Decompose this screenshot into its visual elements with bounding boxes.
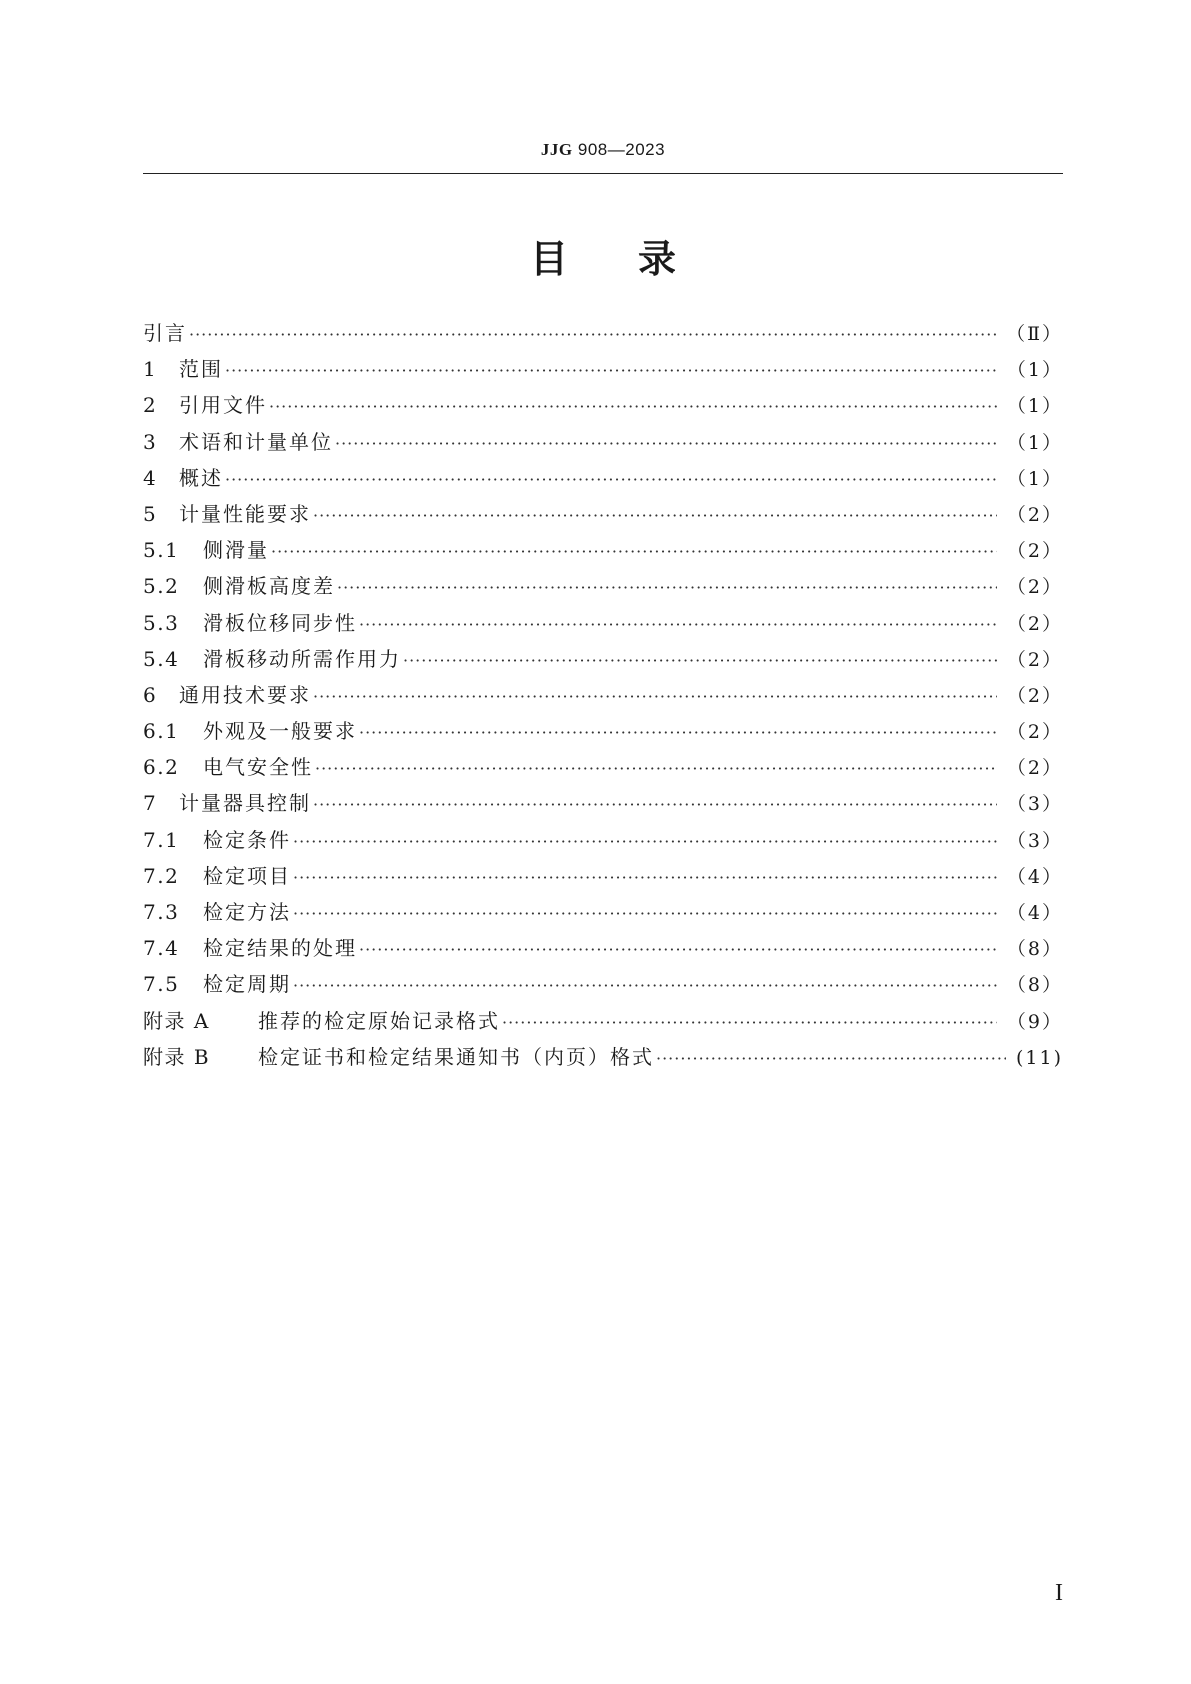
toc-entry[interactable] [143,641,1063,677]
toc-entry[interactable] [143,677,1063,713]
toc-entry-title: 侧滑量 [203,538,269,563]
toc-entry[interactable] [143,858,1063,894]
toc-entry-page: （2） [1006,757,1063,780]
toc-entry-number: 5.2 [143,574,180,599]
toc-entry-page: （2） [1006,540,1063,563]
toc-entry-number: 5.3 [143,610,180,635]
toc-entry[interactable] [143,1039,1063,1075]
toc-entry-title: 滑板移动所需作用力 [203,646,401,671]
toc-entry-title: 推荐的检定原始记录格式 [258,1008,500,1033]
toc-entry[interactable] [143,496,1063,532]
toc-entry[interactable] [143,568,1063,604]
toc-entry-number: 附录 A [143,1008,210,1033]
toc-entry-number: 5 [143,501,158,526]
toc-entry-page: （1） [1006,467,1063,490]
standard-code: JJG [540,140,573,159]
toc-entry-page: （2） [1006,684,1063,707]
toc-entry-title: 概述 [179,465,223,490]
dot-leader [271,534,997,570]
toc-entry-number: 7.3 [143,900,180,924]
toc-entry-title: 电气安全性 [203,755,313,780]
toc-entry-title: 计量性能要求 [179,501,311,526]
toc-entry-number: 6.2 [143,755,180,780]
toc-entry[interactable] [143,966,1063,1002]
toc-entry[interactable] [143,713,1063,749]
dot-leader [403,643,997,679]
dot-leader [225,462,997,498]
toc-entry-number: 2 [143,393,158,418]
dot-leader [359,715,997,751]
toc-entry-title: 计量器具控制 [179,791,311,816]
toc-entry-title: 检定项目 [203,863,291,888]
page-number: I [1055,1580,1063,1606]
toc-entry-number: 7 [143,791,158,816]
toc-entry-page: （1） [1006,395,1063,418]
dot-leader [225,353,997,389]
dot-leader [313,787,997,823]
toc-entry[interactable] [143,605,1063,641]
toc-entry-number: 3 [143,429,158,454]
toc-entry-page: （2） [1006,576,1063,599]
dot-leader [359,607,997,643]
toc-entry-page: （2） [1006,612,1063,635]
toc-entry-title: 侧滑板高度差 [203,574,335,599]
toc-entry[interactable] [143,315,1063,351]
header-divider [143,173,1063,174]
toc-entry-page: （8） [1006,974,1063,997]
dot-leader [313,679,997,715]
toc-entry[interactable] [143,1003,1063,1039]
toc-entry-page: （2） [1006,648,1063,671]
toc-entry-page: （2） [1006,503,1063,526]
toc-entry[interactable] [143,749,1063,785]
toc-entry-title: 引用文件 [179,393,267,418]
toc-entry-page: （8） [1006,938,1063,961]
toc-entry-title: 范围 [179,357,223,382]
dot-leader [293,860,997,896]
toc-entry-number: 6.1 [143,719,180,744]
toc-entry-number: 5.4 [143,646,180,671]
dot-leader [656,1041,1006,1077]
page-title: 目录 [529,237,746,281]
document-header [143,140,1063,160]
toc-entry-title: 检定条件 [203,827,291,852]
toc-entry-number: 6 [143,682,158,707]
toc-entry-title: 检定结果的处理 [203,936,357,961]
toc-entry-title: 外观及一般要求 [203,719,357,744]
dot-leader [293,896,997,932]
toc-entry[interactable] [143,785,1063,821]
toc-entry-number: 7.1 [143,827,180,852]
toc-entry-page: (11) [1015,1046,1063,1069]
dot-leader [293,968,997,1004]
table-of-contents [143,315,1063,1075]
dot-leader [335,426,997,462]
toc-entry-title: 引言 [143,321,187,345]
standard-number: 908—2023 [577,140,666,159]
toc-entry[interactable] [143,822,1063,858]
toc-entry[interactable] [143,387,1063,423]
dot-leader [269,389,997,425]
dot-leader [315,751,997,787]
toc-entry[interactable] [143,894,1063,930]
toc-entry[interactable] [143,460,1063,496]
toc-entry-page: （Ⅱ） [1006,323,1063,345]
toc-entry-number: 7.4 [143,936,180,961]
toc-entry-title: 检定证书和检定结果通知书（内页）格式 [258,1044,654,1069]
toc-entry-number: 4 [143,465,158,490]
dot-leader [502,1005,997,1041]
toc-entry-page: （4） [1006,902,1063,924]
toc-entry-page: （1） [1006,359,1063,382]
dot-leader [337,570,997,606]
toc-entry-number: 5.1 [143,538,180,563]
toc-entry[interactable] [143,351,1063,387]
toc-entry-title: 检定周期 [203,972,291,997]
dot-leader [189,317,996,353]
toc-entry-title: 滑板位移同步性 [203,610,357,635]
toc-entry-page: （3） [1006,829,1063,852]
toc-entry-page: （1） [1006,431,1063,454]
toc-entry-page: （4） [1006,865,1063,888]
toc-entry-page: （9） [1006,1010,1063,1033]
toc-entry-number: 1 [143,357,158,382]
toc-entry[interactable] [143,424,1063,460]
toc-entry[interactable] [143,532,1063,568]
toc-entry-number: 7.2 [143,863,180,888]
toc-entry[interactable] [143,930,1063,966]
toc-entry-title: 术语和计量单位 [179,429,333,454]
toc-entry-number: 附录 B [143,1044,211,1069]
toc-entry-page: （3） [1006,793,1063,816]
toc-entry-page: （2） [1006,721,1063,744]
toc-entry-title: 通用技术要求 [179,682,311,707]
dot-leader [359,932,997,968]
toc-entry-number: 7.5 [143,972,180,997]
dot-leader [293,824,997,860]
toc-entry-title: 检定方法 [203,900,291,924]
dot-leader [313,498,997,534]
